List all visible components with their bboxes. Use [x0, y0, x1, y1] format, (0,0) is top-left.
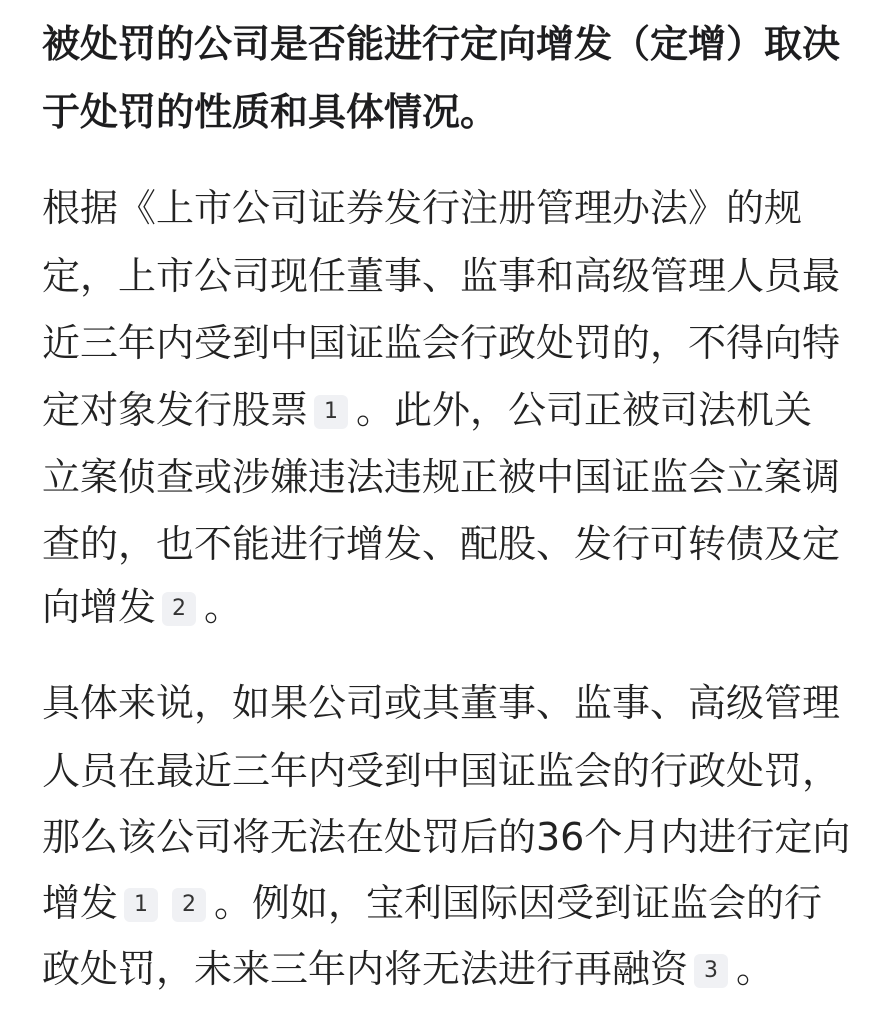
- citation-ref-2[interactable]: 2: [162, 592, 196, 626]
- paragraph-line: 近三年内受到中国证监会行政处罚的，不得向特: [42, 321, 841, 365]
- citation-ref-3[interactable]: 3: [694, 954, 728, 988]
- paragraph-line: 根据《上市公司证券发行注册管理办法》的规: [42, 186, 803, 230]
- paragraph-line: 那么该公司将无法在处罚后的36个月内进行定向: [42, 815, 851, 859]
- citation-ref-1[interactable]: 1: [314, 395, 348, 429]
- paragraph-line: [42, 383, 812, 437]
- text-span: 。: [204, 585, 243, 629]
- text-span: 。例如，宝利国际因受到证监会的行: [214, 881, 823, 925]
- heading-line: 被处罚的公司是否能进行定向增发（定增）取决: [42, 22, 841, 66]
- paragraph-line: [42, 580, 242, 634]
- paragraph-line: 人员在最近三年内受到中国证监会的行政处罚，: [42, 749, 841, 793]
- text-span: 定对象发行股票: [42, 388, 309, 432]
- citation-ref-1[interactable]: 1: [124, 888, 158, 922]
- paragraph-line: 定，上市公司现任董事、监事和高级管理人员最: [42, 254, 841, 298]
- paragraph-line: 立案侦查或涉嫌违法违规正被中国证监会立案调: [42, 455, 841, 499]
- heading-line: 于处罚的性质和具体情况。: [42, 90, 499, 134]
- text-span: 。此外，公司正被司法机关: [356, 388, 813, 432]
- paragraph-line: [42, 876, 822, 930]
- paragraph-line: [42, 942, 774, 996]
- text-span: 向增发: [42, 585, 157, 629]
- paragraph-line: 查的，也不能进行增发、配股、发行可转债及定: [42, 522, 841, 566]
- text-span: 增发: [42, 881, 119, 925]
- citation-ref-2[interactable]: 2: [172, 888, 206, 922]
- text-span: 政处罚，未来三年内将无法进行再融资: [42, 947, 689, 991]
- text-span: 。: [736, 947, 775, 991]
- paragraph-line: 具体来说，如果公司或其董事、监事、高级管理: [42, 681, 841, 725]
